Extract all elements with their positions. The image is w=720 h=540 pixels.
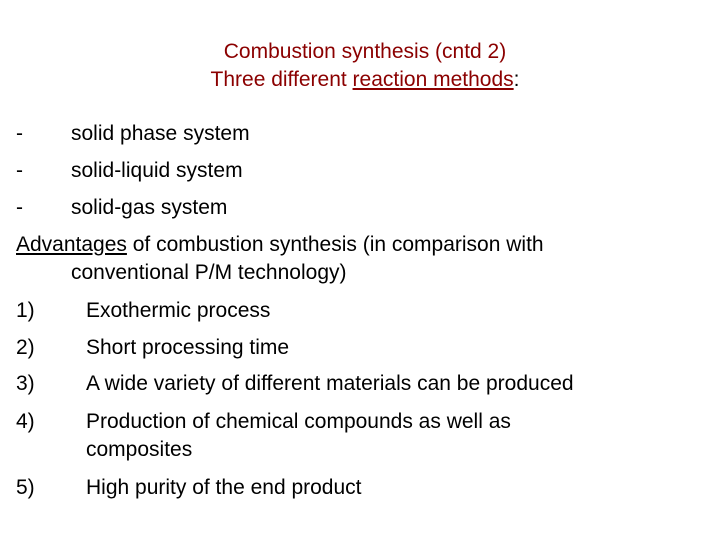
- advantage-marker: 2): [16, 336, 35, 359]
- method-marker: -: [16, 159, 23, 182]
- method-text: solid phase system: [71, 122, 250, 145]
- title-line-2-underlined: reaction methods: [352, 68, 514, 91]
- title-line-1: Combustion synthesis (cntd 2): [223, 40, 507, 63]
- title-line-2-prefix: Three different: [210, 68, 353, 91]
- advantage-text-continuation: composites: [86, 438, 193, 461]
- advantage-text: High purity of the end product: [86, 476, 362, 499]
- advantage-text: Short processing time: [86, 336, 290, 359]
- advantages-heading-rest: of combustion synthesis (in comparison with: [126, 233, 544, 256]
- advantage-marker: 3): [16, 372, 35, 395]
- advantage-marker: 4): [16, 410, 35, 433]
- advantage-marker: 5): [16, 476, 35, 499]
- advantages-heading-continuation: conventional P/M technology): [71, 261, 347, 284]
- advantage-text: Production of chemical compounds as well as: [86, 410, 511, 433]
- advantage-text: A wide variety of different materials can be produced: [86, 372, 574, 395]
- method-text: solid-liquid system: [71, 159, 243, 182]
- advantage-text: Exothermic process: [86, 299, 271, 322]
- title-line-2-suffix: :: [513, 68, 520, 91]
- title-line-2: [0, 66, 720, 94]
- advantages-heading-underlined: Advantages: [16, 233, 127, 256]
- slide-title: [0, 38, 720, 94]
- method-text: solid-gas system: [71, 196, 228, 219]
- method-marker: -: [16, 196, 23, 219]
- method-marker: -: [16, 122, 23, 145]
- advantage-marker: 1): [16, 299, 35, 322]
